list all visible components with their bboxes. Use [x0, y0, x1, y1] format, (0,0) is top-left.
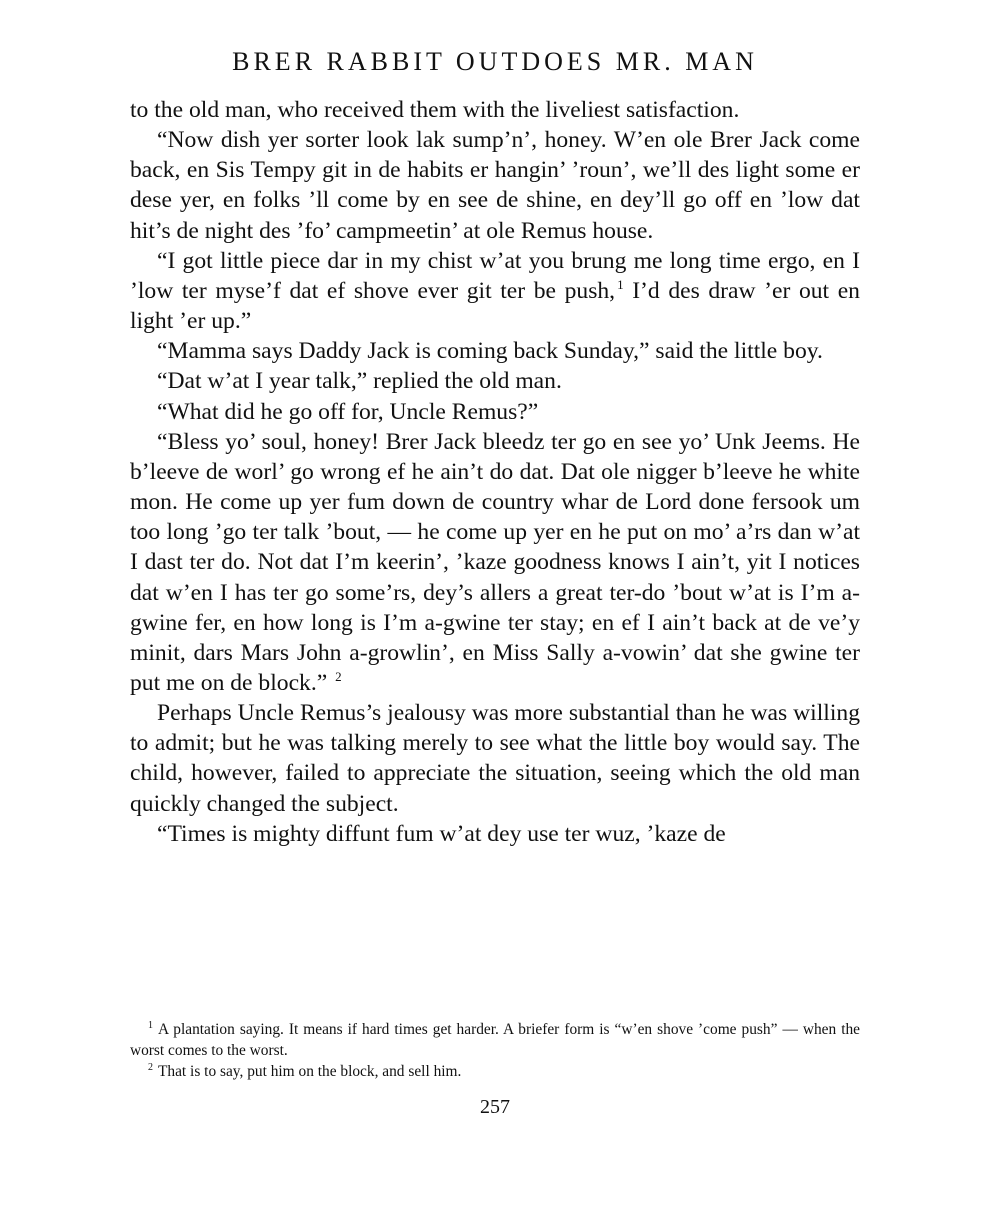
- paragraph: to the old man, who received them with the liveliest satisfaction.: [130, 97, 740, 123]
- paragraph: [130, 427, 860, 698]
- paragraph-text: “Bless yo’ soul, honey! Brer Jack bleedz ter go en see yo’ Unk Jeems. He b’leeve de worl’ go wrong ef he ain’t do dat. Dat ole nigger b’leeve he white mon. He come up yer fum down de country whar de Lord done fersook um too long ’go ter talk ’bout, — he come up yer en he put on mo’ a’rs dan w’at I dast ter do. Not dat I’m keerin’, ’kaze goodness knows I ain’t, yit I notices dat w’en I has ter go some’rs, dey’s allers a great ter-do ’bout w’at is I’m a-gwine fer, en how long is I’m a-gwine ter stay; en ef I ain’t back at de ve’y minit, dars Mars John a-growlin’, en Miss Sally a-vowin’ dat she gwine ter put me on de block.”: [130, 428, 860, 696]
- paragraph: Perhaps Uncle Remus’s jealousy was more substantial than he was willing to admit; but he was talking merely to see what the little boy would say. The child, however, failed to appreciate the situation, seeing which the old man quickly changed the subject.: [130, 700, 860, 817]
- page-number: 257: [480, 1096, 510, 1118]
- paragraph: [130, 246, 860, 336]
- footnote: [130, 1061, 860, 1082]
- footnote-text: A plantation saying. It means if hard times get harder. A briefer form is “w’en shove ’come push” — when the worst comes to the worst.: [130, 1021, 860, 1059]
- footnote-ref: 1: [617, 276, 624, 292]
- paragraph-text: I’d des draw ’er out en light ’er up.”: [130, 277, 860, 335]
- paragraph: “Mamma says Daddy Jack is coming back Sunday,” said the little boy.: [157, 338, 823, 365]
- paragraph: “Now dish yer sorter look lak sump’n’, honey. W’en ole Brer Jack come back, en Sis Tempy git in de habits er hangin’ ’roun’, we’ll des light some er dese yer, en folks ’ll come by en see de shine, en dey’ll go off en ’low dat hit’s de night des ’fo’ campmeetin’ at ole Remus house.: [130, 127, 860, 244]
- footnote-mark: 2: [148, 1062, 153, 1073]
- paragraph: “Dat w’at I year talk,” replied the old man.: [157, 368, 562, 395]
- body-text: [130, 95, 860, 849]
- footnote-mark: 1: [148, 1020, 153, 1031]
- footnote-text: That is to say, put him on the block, and sell him.: [158, 1063, 462, 1080]
- footnote: [130, 1019, 860, 1061]
- paragraph-text: “I got little piece dar in my chist w’at you brung me long time ergo, en I ’low ter myse’f dat ef shove ever git ter be push,: [130, 247, 860, 304]
- footnotes: [130, 1019, 860, 1082]
- running-title: BRER RABBIT OUTDOES MR. MAN: [232, 47, 758, 76]
- paragraph: “What did he go off for, Uncle Remus?”: [157, 398, 539, 425]
- footnote-ref: 2: [335, 668, 342, 684]
- paragraph: “Times is mighty diffunt fum w’at dey use ter wuz, ’kaze de: [157, 820, 726, 847]
